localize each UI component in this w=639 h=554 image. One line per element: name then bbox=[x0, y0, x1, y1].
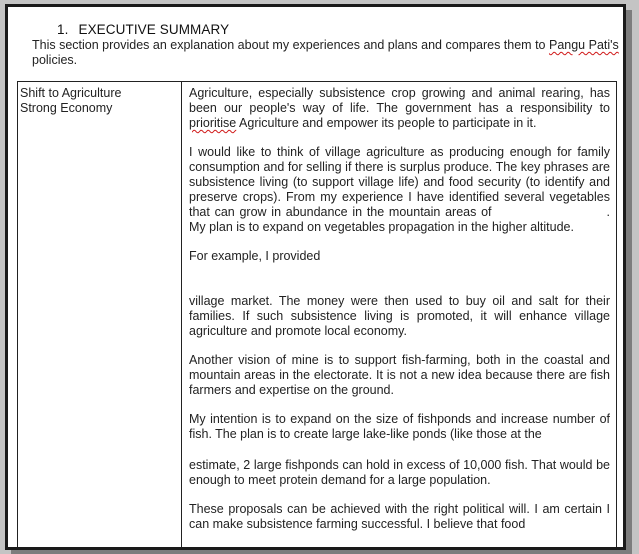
paragraph-3: For example, I provided bbox=[189, 249, 321, 263]
paragraph-1-text: Agriculture, especially subsistence crop growing and animal rearing, has been our people's way of life. The government has a responsibility to bbox=[189, 86, 610, 115]
right-column-cell bbox=[182, 82, 617, 551]
section-title: EXECUTIVE SUMMARY bbox=[78, 22, 230, 37]
paragraph-8: These proposals can be achieved with the right political will. I am certain I can make subsistence farming successful. I believe that food bbox=[189, 502, 610, 531]
section-heading bbox=[57, 22, 229, 37]
section-number: 1. bbox=[57, 22, 69, 37]
intro-text-end: policies. bbox=[32, 53, 78, 67]
left-heading-economy: Strong Economy bbox=[20, 101, 113, 115]
paragraph-1 bbox=[189, 86, 610, 131]
paragraph-1-flagged-word: prioritise bbox=[189, 116, 237, 130]
paragraph-7: estimate, 2 large fishponds can hold in excess of 10,000 fish. That would be enough to meet protein demand for a large population. bbox=[189, 458, 610, 487]
paragraph-4: village market. The money were then used to buy oil and salt for their families. If such subsistence living is promoted, it will enhance village agriculture and promote local economy. bbox=[189, 294, 610, 338]
paragraph-2 bbox=[189, 145, 610, 235]
page-shadow-bottom bbox=[11, 550, 632, 554]
section-intro bbox=[32, 38, 622, 68]
paragraph-1-text-end: Agriculture and empower its people to participate in it. bbox=[239, 116, 537, 130]
document-page bbox=[5, 4, 626, 550]
intro-text: This section provides an explanation about my experiences and plans and compares them to bbox=[32, 38, 546, 52]
paragraph-2-text: I would like to think of village agriculture as producing enough for family consumption and for selling if there is surplus produce. The key phrases are subsistence living (to support village life) and food security (to identify and preserve crops). From my experience I have identified several vegetables that can grow in abundance in the mountain areas of bbox=[189, 145, 610, 219]
paragraph-6: My intention is to expand on the size of fishponds and increase number of fish. The plan is to create large lake-like ponds (like those at the bbox=[189, 412, 610, 441]
left-heading-agriculture: Shift to Agriculture bbox=[20, 86, 122, 100]
page-shadow-right bbox=[626, 10, 632, 550]
intro-flagged-word: Pangu Pati's bbox=[548, 38, 619, 52]
policy-table bbox=[17, 81, 617, 550]
paragraph-2-text-end: . My plan is to expand on vegetables propagation in the higher altitude. bbox=[189, 205, 610, 234]
left-column-cell bbox=[18, 82, 182, 551]
table-row bbox=[18, 82, 617, 551]
paragraph-5: Another vision of mine is to support fish-farming, both in the coastal and mountain areas in the electorate. It is not a new idea because there are fish farmers and expertise on the ground. bbox=[189, 353, 610, 397]
